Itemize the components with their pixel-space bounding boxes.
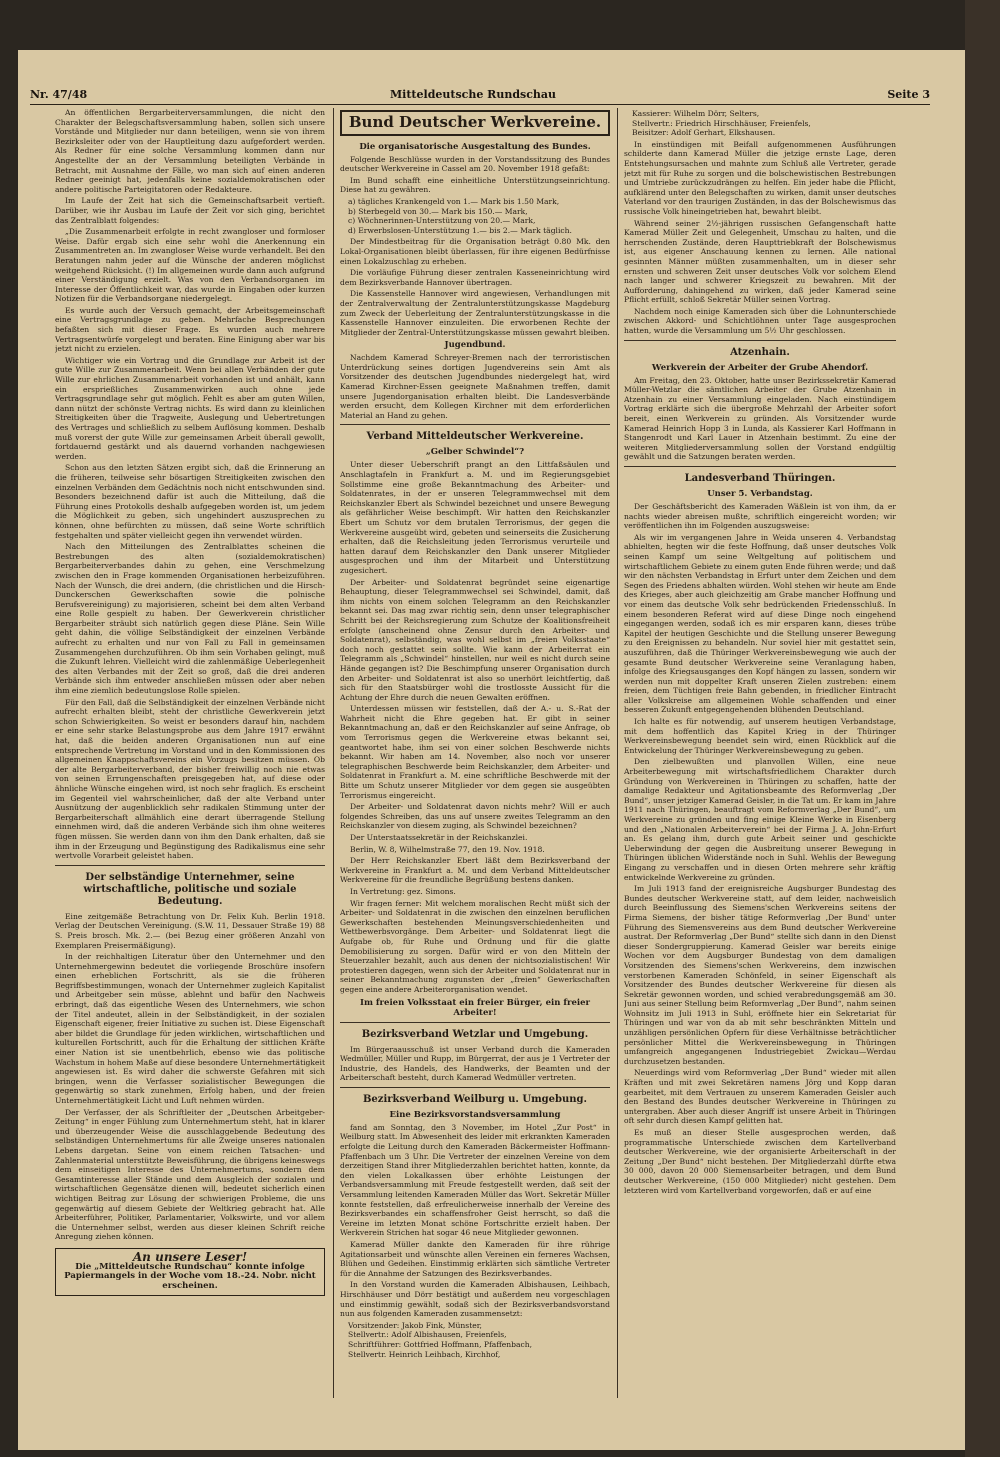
paragraph: Unter dieser Ueberschrift prangt an den Littfaßsäulen und Anschlagtafeln in Frankfurt a. M. und im Regierungsgebiet Sollstimme eine große Bekanntmachung des Arbeiter- und Soldatenrates, in der er unseren Telegrammwechsel mit dem Reichskanzler Ebert als Schwindel bezeichnet und unsere Bewegung als gefährlicher Weise beschimpft. Wir hatten den Reichskanzler Ebert um Schutz vor dem brutalen Terrorismus, der gegen die Werkvereine ausgeübt wird, gebeten und seinerseits die Zusicherung erhalten, daß die Reichsleitung jeden Terrorismus verurteile und hatten darauf dem Reichskanzler den Dank unserer Mitglieder ausgesprochen und ihm der Mitarbeit und Unterstützung zugesichert. bbox=[340, 460, 610, 575]
paragraph: In der reichhaltigen Literatur über den Unternehmer und den Unternehmergewinn bedeutet die vorliegende Broschüre insofern einen erheblichen Fortschritt, als sie die früheren Begriffsbestimmungen, wonach der Unternehmer zugleich Kapitalist und Arbeitgeber sein müsse, ablehnt und bafür den Nachweis erbringt, daß das eigentliche Wesen des Unternehmers, wie schon der Titel andeutet, allein in der Selbständigkeit, in der sozialen Eigenschaft eigener, freier Initiative zu suchen ist. Diese Eigenschaft aber bildet die Grundlage für jeden wirklichen, wirtschaftlichen und kulturellen Fortschritt, auch für die Erhaltung der sittlichen Kräfte einer Nation ist sie unentbehrlich, ebenso wie das politische Wachstum in hohem Maße auf diese besondere Unternehmertätigkeit angewiesen ist. Es wird daher die schwerste Gefahren mit sich bringen, wenn die Verfasser sozialistischer Bewegungen die gegenwärtig so stark zunehmen, Erfolg haben, und der freien Unternehmertätigkeit Licht und Luft nehmen würden. bbox=[55, 952, 325, 1105]
section-rule bbox=[340, 1022, 610, 1023]
column-divider bbox=[333, 108, 334, 1398]
paragraph: Als wir im vergangenen Jahre in Weida unseren 4. Verbandstag abhielten, hegten wir die feste Hoffnung, daß unser deutsches Volk seinen Kampf um seine Weltgeltung auf politischem und wirtschaftlichem Gebiete zu einem guten Ende führen werde; und daß wir den nächsten Verbandstag in Erfurt unter dem Zeichen und dem Segen des Friedens abhalten würden. Wohl stehen wir heute am Ende des Krieges, aber auch gleichzeitig am Grabe mancher Hoffnung und vor einem das deutsche Volk sehr bedrückenden Friedensschluß. In einem besonderen Referat wird auf diese Dinge noch eingehend eingegangen werden, sodaß ich es mir ersparen kann, dieses trübe Kapitel der heutigen Geschichte und die Stellung unserer Bewegung zu den Ereignissen zu behandeln. Nur soviel hier mit gestattet sein, auszuführen, daß die Thüringer Werkvereinsbewegung wie auch der gesamte Bund deutscher Werkvereine seine Veranlagung haben, infolge des Kriegsausganges den Kopf hängen zu lassen, sondern wir werden nun mit doppelter Kraft unseren Zielen zustreben: einem freien, dem Tüchtigen freie Bahn gebenden, in friedlicher Eintracht aller Volkskreise am allgemeinen Wohle schaffenden und einer besseren Zukunft entgegengehenden blühenden Deutschland. bbox=[624, 532, 896, 715]
column-2 bbox=[340, 108, 610, 1398]
paragraph: Neuerdings wird vom Reformverlag „Der Bund“ wieder mit allen Kräften und mit zwei Sekretären namens Jörg und Kopp daran gearbeitet, mit dem Vertrauen zu unserem Kameraden Geisler auch den Bestand des Bundes deutscher Werkvereine in Thüringen zu untergraben. Aber auch dieser Angriff ist unsere Arbeit in Thüringen oft sehr durch diesen Kampf gelitten hat. bbox=[624, 1068, 896, 1126]
section-rule bbox=[624, 340, 896, 341]
paragraph: Wir fragen ferner: Mit welchem moralischen Recht müßt sich der Arbeiter- und Soldatenrat in die zwischen den einzelnen beruflichen Gewerkschaften bestehenden Meinungsverschiedenheiten und Wettbewerbsvorgänge. Dem Arbeiter- und Soldatenrat liegt die Aufgabe ob, für Ruhe und Ordnung und für die glatte Demobilisierung zu sorgen. Dafür wird er von den Mitteln der Steuerzahler bezahlt, auch aus denen der nichtsozialistischen! Wir protestieren dagegen, wenn sich der Arbeiter und Soldatenrat nur in seiner Bekanntmachung zugunsten der „freien“ Gewerkschaften gegen eine andere Arbeiterorganisation wendet. bbox=[340, 898, 610, 994]
letter-line: In Vertretung: gez. Simons. bbox=[350, 886, 456, 896]
article-heading: Verband Mitteldeutscher Werkvereine. bbox=[366, 431, 584, 443]
paragraph: In den Vorstand wurden die Kameraden Albishausen, Leihbach, Hirschhäuser und Dörr bestätigt und außerdem neu vorgeschlagen und einstimmig gewählt, sodaß sich der Bezirksverbandsvorstand nun aus folgenden Kameraden zusammensetzt: bbox=[340, 1280, 610, 1319]
letter-line: Der Unterstaatssekretär in der Reichskanzlei. bbox=[350, 833, 528, 842]
paragraph: Der Verfasser, der als Schriftleiter der „Deutschen Arbeitgeber-Zeitung“ in enger Fühlung zum Unternehmertum steht, hat in klarer und überzeugender Weise die ausschlaggebende Bedeutung des selbständigen Unternehmertums für alle Zweige unseres nationalen Lebens dargetan. Seine von einem reichen Tatsachen- und Zahlenmaterial unterstützte Beweisführung, die übrigens keineswegs dem einseitigen Interesse des Unternehmertums, sondern dem Gesamtinteresse aller Stände und dem Ausgleich der sozialen und wirtschaftlichen Gegensätze dienen will, bedeutet sicherlich einen wichtigen Beitrag zur Lösung der schwierigen Probleme, die uns gegenwärtig auf diesem Gebiete der Weltkrieg gebracht hat. Alle Arbeiterführer, Politiker, Parlamentarier, Volkswirte, und vor allem die Unternehmer selbst, werden aus dieser kleinen Schrift reiche Anregung ziehen können. bbox=[55, 1107, 325, 1242]
list-item: Schriftführer: Gottfried Hoffmann, Pfaffenbach, bbox=[348, 1339, 533, 1349]
paragraph: Es muß an dieser Stelle ausgesprochen werden, daß programmatische Unterschiede zwischen dem Kartellverband deutscher Werkvereine, wie der organisierte Arbeiterschaft in der Zeitung „Der Bund“ nicht bestehen. Der Mitgliederzahl dürfte etwa 30 000, davon 20 000 Siemensarbeiter betragen, und dem Bund deutscher Werkvereine, (150 000 Mitglieder) nicht gestehen. Dem letzteren wird vom Kartellverband vorgeworfen, daß er auf eine bbox=[624, 1128, 896, 1195]
paragraph: Es wurde auch der Versuch gemacht, der Arbeitsgemeinschaft eine Vertragsgrundlage zu geben. Mehrfache Besprechungen befaßten sich mit dieser Frage. Es wurden auch mehrere Vertragsentwürfe vorgelegt und beraten. Eine Einigung aber war bis jetzt nicht zu erzielen. bbox=[55, 305, 325, 354]
section-title-box: Bund Deutscher Werkvereine. bbox=[340, 110, 610, 136]
member-list bbox=[632, 109, 896, 138]
column-1 bbox=[55, 108, 325, 1398]
scan-top-border bbox=[0, 0, 1000, 50]
section-rule bbox=[340, 424, 610, 425]
paragraph: Für den Fall, daß die Selbständigkeit der einzelnen Verbände nicht aufrecht erhalten bleibt, steht der christliche Gewerkverein jetzt schon Schwierigkeiten. So weist er besonders darauf hin, nachdem er eine sehr starke Belastungsprobe aus dem Jahre 1917 erwähnt hat, daß die beiden anderen Organisationen nun auf eine entsprechende Vertretung im Vorstand und in den Kommissionen des allgemeinen Knappschaftsvereins ein Vorzugs besitzen müssen. Ob der alte Bergarbeiterverband, der bisher freiwillig noch nie etwas von seinen Errungenschaften preisgegeben hat, auf diese oder ähnliche Wünsche eingehen wird, ist noch sehr fraglich. Es erscheint im Gegenteil viel wahrscheinlicher, daß der alte Verband unter Ausnützung der augenblicklich sehr radikalen Stimmung unter der Bergarbeiterschaft allmählich eine derart überragende Stellung einnehmen wird, daß die anderen Verbände sich ihm ohne weiteres fügen müssen. Sie werden dann von ihm den Dank erhalten, daß sie ihm in der Erzeugung und Begünstigung des Radikalismus eine sehr wertvolle Vorarbeit geleistet haben. bbox=[55, 697, 325, 861]
column-3 bbox=[624, 108, 896, 1398]
paragraph: Im Juli 1913 fand der ereignisreiche Augsburger Bundestag des Bundes deutscher Werkvereine statt, auf dem leider, nachweislich durch Beeinflussung des Siemens'schen Werkvereins seitens der Firma Siemens, der bisher tätige Reformverlag ,Der Bund' unter Führung des Siemensvereins aus dem Bund deutscher Werkvereine austrat. Der Reformverlag „Der Bund“ stellte sich dann in den Dienst dieser Sondergruppierung. Kamerad Geisler war bereits einige Wochen vor dem Augsburger Bundestag von dem damaligen Vorsitzenden des Siemens'schen Werkvereins, dem inzwischen verstorbenen Kameraden Schönfeld, in seiner Eigenschaft als Vorsitzender des Bundes deutscher Werkvereine für diesen als Sekretär gewonnen worden, und schied verabredungsgemäß am 30. Juni aus seiner Stellung beim Reformverlag „Der Bund“, nahm seinen Wohnsitz im Juli 1913 in Suhl, eröffnete hier ein Sekretariat für Thüringen und war von da ab mit sehr beschränkten Mitteln und unzähligen persönlichen Opfern für diese Verhältnisse beträchtlicher persönlicher Mittel die Werkvereinsbewegung in Thüringen umfangreich angegangenen Industriegebiet Zwickau—Werdau durchzusetzen bestanden. bbox=[624, 884, 896, 1066]
benefit-list bbox=[348, 197, 610, 235]
paragraph: Kamerad Müller dankte den Kameraden für ihre rührige Agitationsarbeit und wünschte allen Vereinen ein ferneres Wachsen, Blühen und Gedeihen. Einstimmig erklärten sich sämtliche Vertreter für die Annahme der Satzungen des Bezirksverbandes. bbox=[340, 1240, 610, 1278]
section-rule bbox=[55, 865, 325, 866]
paragraph: Schon aus den letzten Sätzen ergibt sich, daß die Erinnerung an die früheren, teilweise sehr bösartigen Streitigkeiten zwischen den einzelnen Verbänden dem Gedächtnis noch nicht entschwunden sind. Besonders bezeichnend dafür ist auch die Mitteilung, daß die Führung eines Protokolls deshalb aufgegeben worden ist, um jedem die Möglichkeit zu geben, sich ungehindert auszusprechen zu können, ohne befürchten zu müssen, daß seine Worte schriftlich festgehalten und später vielleicht gegen ihn verwendet würden. bbox=[55, 463, 325, 540]
paragraph: Die Kassenstelle Hannover wird angewiesen, Verhandlungen mit der Zentralverwaltung der Zentralunterstützungskasse Magdeburg zum Zweck der Ueberleitung der Zentralunterstützungskasse in die Kassenstelle Hannover einzuleiten. Die erworbenen Rechte der Mitglieder der Zentral-Unterstützungskasse müssen gewahrt bleiben. bbox=[340, 289, 610, 337]
paragraph: fand am Sonntag, den 3 November, im Hotel „Zur Post“ in Weilburg statt. Im Abwesenheit des leider mit erkrankten Kameraden erfolgte die Leitung durch den Kameraden Bäckermeister Hoffmann-Pfaffenbach um 3 Uhr. Die Vertreter der einzelnen Vereine von dem derzeitigen Stand ihrer Mitgliederzahlen berichtet hatten, konnte, da den vielen Lokalkassen über erhöhte Leistungen der Verbandsversammlung mit Freude festgestellt werden, daß seit der Versammlung leitenden Kameraden Müller das Wort. Sekretär Müller konnte feststellen, daß erfreulicherweise innerhalb der Vereine des Bezirksverbandes ein schaffensfroher Geist herrscht, so daß die Vereine im letzten Monat schöne Fortschritte erzielt haben. Der Werkverein Strichen hat sogar 46 neue Mitglieder gewonnen. bbox=[340, 1122, 610, 1238]
page-header bbox=[30, 88, 930, 104]
paragraph: Wichtiger wie ein Vortrag und die Grundlage zur Arbeit ist der gute Wille zur Zusammenarbeit. Wenn bei allen Verbänden der gute Wille zur ehrlichen Zusammenarbeit vorhanden ist und anhält, kann ein ersprießliches Zusammenwirken auch ohne jede Vertragsgrundlage sehr gut möglich. Fehlt es aber am guten Willen, dann nützt der schönste Vertrag nichts. Es wird dann zu kleinlichen Streitigkeiten über die Tragweite, Auslegung und Uebertretungen des Vertrages und schließlich zu selbem Auflösung kommen. Deshalb muß vorerst der gute Wille zur gemeinsamen Arbeit überall gewollt, fortdauernd gestärkt und als dauernd vorhanden nachgewiesen werden. bbox=[55, 355, 325, 461]
page-number: Seite 3 bbox=[887, 88, 930, 101]
list-item: a) tägliches Krankengeld von 1.— Mark bis 1.50 Mark, bbox=[348, 196, 560, 206]
masthead: Mitteldeutsche Rundschau bbox=[390, 88, 557, 101]
reader-notice-box bbox=[55, 1248, 325, 1296]
article-heading: Atzenhain. bbox=[730, 346, 790, 358]
section-rule bbox=[340, 1087, 610, 1088]
issue-number: Nr. 47/48 bbox=[30, 88, 88, 101]
header-rule bbox=[30, 104, 930, 105]
paragraph: Der Geschäftsbericht des Kameraden Wäßlein ist von ihm, da er nachts wieder abreisen mußte, schriftlich eingereicht worden; wir veröffentlichen ihn im Folgenden auszugsweise: bbox=[624, 502, 896, 531]
list-item: b) Sterbegeld von 30.— Mark bis 150.— Mark, bbox=[348, 206, 528, 216]
paragraph: Den zielbewußten und planvollen Willen, eine neue Arbeiterbewegung mit wirtschaftsfriedlichem Charakter durch Gründung von Werkvereinen in Thüringen zu schaffen, hatte der damalige Redakteur und Agitationsbeamte des Reformverlag „Der Bund“, unser jetziger Kamerad Geisler, in die Tat um. Er kam im Jahre 1911 nach Thüringen, beauftragt vom Reformverlag „Der Bund“, um Werkvereine zu gründen und fing einige Kleine Werke in Eisenberg und den „Nationalen Arbeiterverein“ bei der Firma J. A. John-Erfurt an. Es gelang ihm, durch gute Arbeit seiner und geschickte Ueberwindung der gegen die Ausbreitung unserer Bewegung in Thüringen üblichen Widerstände noch in Suhl. Wehlis der Bewegung Eingang zu verschaffen und in diesen Orten mehrere sehr kräftig entwickelnde Werkvereine zu gründen. bbox=[624, 757, 896, 882]
slogan: Im freien Volksstaat ein freier Bürger, ein freier Arbeiter! bbox=[359, 997, 591, 1018]
article-heading: Landesverband Thüringen. bbox=[684, 473, 836, 484]
letter-line: Der Herr Reichskanzler Ebert läßt dem Bezirksverband der Werkvereine in Frankfurt a. M. und dem Verband Mitteldeutscher Werkvereine für die freundliche Begrüßung bestens danken. bbox=[340, 856, 610, 885]
section-rule bbox=[624, 466, 896, 467]
article-subheading: Werkverein der Arbeiter der Grube Ahendorf. bbox=[651, 362, 869, 373]
article-subheading: „Gelber Schwindel“? bbox=[425, 447, 525, 458]
list-item: Stellvertr. Heinrich Leihbach, Kirchhof, bbox=[348, 1349, 501, 1359]
paragraph: Der Mindestbeitrag für die Organisation beträgt 0.80 Mk. den Lokal-Organisationen bleibt überlassen, für ihre eigenen Bedürfnisse einen Lokalzuschlag zu erheben. bbox=[340, 237, 610, 266]
list-item: Stellvertr.: Friedrich Hirschhäuser, Freienfels, bbox=[632, 118, 811, 128]
article-heading: Bezirksverband Wetzlar und Umgebung. bbox=[361, 1028, 589, 1040]
paragraph: Ich halte es für notwendig, auf unserem heutigen Verbandstage, mit dem hoffentlich das Kapitel Krieg in der Thüringer Werkvereinsbewegung beendet sein wird, einen Rückblick auf die Entwickelung der Thüringer Werkvereinsbewegung zu geben. bbox=[624, 717, 896, 755]
list-item: Vorsitzender: Jakob Fink, Münster, bbox=[348, 1320, 482, 1330]
letter-line: Berlin, W. 8, Wilhelmstraße 77, den 19. Nov. 1918. bbox=[350, 844, 545, 854]
paragraph: Der Arbeiter- und Soldatenrat begründet seine eigenartige Behauptung, dieser Telegrammwechsel sei Schwindel, damit, daß ihm nichts von einem solchen Telegramm an den Reichskanzler bekannt sei. Das mag zwar richtig sein, denn unser telegraphischer Schritt bei der Reichsregierung zum Schutze der Koalitionsfreiheit erfolgte (anscheinend ohne Zensur durch den Arbeiter- und Soldatenrat), selbständig, was wohl selbst im „freien Volksstaate“ doch noch gestattet sein sollte. Wie kann der Arbeiterrat ein Telegramm als „Schwindel“ hinstellen, nur weil es nicht durch seine Hände gegangen ist? Die Beschimpfung unserer Organisation durch den Arbeiter- und Soldatenrat ist also so unerhört leichtfertig, daß sich für den Staatsbürger wohl die trostlosste Aussicht für die Achtung der Ehre durch die neuen Gewalten eröffnen. bbox=[340, 577, 610, 702]
paragraph: Der Arbeiter- und Soldatenrat davon nichts mehr? Will er auch folgendes Schreiben, das uns auf unsere zweites Telegramm an den Reichskanzler von diesem zuging, als Schwindel bezeichnen? bbox=[340, 802, 610, 831]
book-review-heading: Der selbständige Unternehmer, seine wirtschaftliche, politische und soziale Bedeutung. bbox=[83, 871, 297, 907]
member-list bbox=[348, 1321, 610, 1359]
paragraph: „Die Zusammenarbeit erfolgte in recht zwangloser und formloser Weise. Dafür ergab sich eine sehr wohl die Anerkennung ein Zusammentreten an. Im zwangloser Weise wurde verhandelt. Bei den Beratungen nahm jeder auf die Wünsche der anderen möglichst weitgehend Rücksicht. (!) Im allgemeinen wurde dann auch aufgrund einer Verständigung erzielt. Was von den Verbandsorganen im Interesse der Öffentlichkeit war, das wurde in Eingaben oder kurzen Notizen für die Verbandsorgane niedergelegt. bbox=[55, 227, 325, 304]
list-item: Stellvertr.: Adolf Albishausen, Freienfels, bbox=[348, 1330, 507, 1340]
paragraph: Eine zeitgemäße Betrachtung von Dr. Felix Kuh. Berlin 1918. Verlag der Deutschen Vereinigung. (S.W. 11, Dessauer Straße 19) 88 S. Preis brosch. Mk. 2.— (bei Bezug einer größeren Anzahl von Exemplaren Preisermäßigung). bbox=[55, 911, 325, 950]
paragraph: Im Bürgeraausschuß ist unser Verband durch die Kameraden Wedmüller, Müller und Rupp, im Bürgerrat, der aus je 1 Vertreter der Industrie, des Handels, des Handwerks, der Beamten und der Arbeiterschaft besteht, durch Kamerad Wedmüller vertreten. bbox=[340, 1044, 610, 1083]
paragraph: Während seiner 2½-jährigen russischen Gefangenschaft hatte Kamerad Müller Zeit und Gelegenheit, Umschau zu halten, und die herrschenden Zustände, deren Haupttriebkraft der Bolschewismus ist, aus eigener Anschauung kennen zu lernen. Alle national gesinnten Männer müßten zusammenhalten, um in dieser sehr ernsten und schweren Zeit unser deutsches Volk vor solchem Elend nach langer und schwerer Kriegszeit zu bewahren. Mit der Aufforderung, dahingehend zu wirken, daß jeder Kamerad seine Pflicht erfüllt, schloß Sekretär Müller seinen Vortrag. bbox=[624, 218, 896, 305]
paragraph: Im Laufe der Zeit hat sich die Gemeinschaftsarbeit vertieft. Darüber, wie ihr Ausbau im Laufe der Zeit vor sich ging, berichtet das Zentralblatt folgendes: bbox=[55, 196, 325, 225]
notice-body: Die „Mitteldeutsche Rundschau“ konnte infolge Papiermangels in der Woche vom 18.-24. Nobr. nicht erscheinen. bbox=[64, 1261, 316, 1291]
notice-title: An unsere Leser! bbox=[132, 1249, 248, 1264]
article-subheading: Unser 5. Verbandstag. bbox=[707, 489, 813, 499]
paragraph: An öffentlichen Bergarbeiterversammlungen, die nicht den Charakter der Belegschaftsversammlung haben, sollen sich unsere Vorstände und Mitglieder nur dann beteiligen, wenn sie von ihrem Bezirksleiter oder von der Hauptleitung dazu aufgefordert werden. Als Redner für eine solche Versammlung kommen dann nur Angestellte der an der Versammlung beteiligten Verbände in Betracht, mit Ausnahme der Fälle, wo man sich auf einen anderen Redner geeinigt hat, jedenfalls keine sozialdemokratischen oder andere politische Parteigitatoren oder Redakteure. bbox=[55, 108, 325, 194]
scan-right-border bbox=[965, 0, 1000, 1457]
paragraph: Die vorläufige Führung dieser zentralen Kasseneinrichtung wird dem Bezirksverbande Hannover übertragen. bbox=[340, 268, 610, 287]
list-item: Kassierer: Wilhelm Dörr, Selters, bbox=[632, 109, 760, 118]
paragraph: In einstündigen mit Beifall aufgenommenen Ausführungen schilderte dann Kamerad Müller die jetzige ernste Lage, deren Entstehungsursachen und mahnte zum Schluß alle Vertreter, gerade jetzt mit für Ruhe zu sorgen und die bolschewistischen Bestrebungen und Umtriebe zurückzudrängen zu helfen. Ein jeder habe die Pflicht, aufklärend unter den Belegschaften zu wirken, damit unser deutsches Vaterland vor den traurigen Zuständen, in das der Bolschewismus das russische Volk hineingetrieben hat, bewahrt bleibt. bbox=[624, 139, 896, 216]
article-subheading: Eine Bezirksvorstandsversammlung bbox=[389, 1109, 561, 1120]
paragraph: Unterdessen müssen wir feststellen, daß der A.- u. S.-Rat der Wahrheit nicht die Ehre gegeben hat. Er gibt in seiner Bekanntmachung an, daß er den Reichskanzler auf seine Anfrage, ob vom Terrorismus gegen die Werkvereine etwas bekannt sei, geantwortet habe, ihm sei von einer solchen Beschwerde nichts bekannt. Wir haben am 14. November, also noch vor unserer telegraphischen Beschwerde beim Reichskanzler, dem Arbeiter- und Soldatenrat in Frankfurt a. M. eine schriftliche Beschwerde mit der Bitte um Schutz unserer Mitglieder vor dem gegen sie ausgeübten Terrorismus eingereicht. bbox=[340, 704, 610, 800]
paragraph: Im Bund schafft eine einheitliche Unterstützungseinrichtung. Diese hat zu gewähren. bbox=[340, 175, 610, 195]
paragraph: Folgende Beschlüsse wurden in der Vorstandssitzung des Bundes deutscher Werkvereine in Cassel am 20. November 1918 gefaßt: bbox=[340, 154, 610, 174]
list-item: Beisitzer: Adolf Gerhart, Elkshausen. bbox=[632, 128, 776, 138]
paragraph: Nachdem noch einige Kameraden sich über die Lohnunterschiede zwischen Akkord- und Schichtlöhnen unter Tage ausgesprochen hatten, wurde die Versammlung um 5½ Uhr geschlossen. bbox=[624, 306, 896, 336]
paragraph: Nachdem Kamerad Schreyer-Bremen nach der terroristischen Unterdrückung seines dortigen Jugendvereins sein Amt als Vorsitzender des deutschen Jugendbundes niedergelegt hat, wird Kamerad Kirchner-Essen geeignete Maßnahmen treffen, damit unsere Jugendorganisation erhalten bleibt. Die Landesverbände werden ersucht, dem Kollegen Kirchner mit dem erforderlichen Material an Hand zu gehen. bbox=[340, 353, 610, 420]
paragraph: Am Freitag, den 23. Oktober, hatte unser Bezirkssekretär Kamerad Müller-Wetzlar die sämtlichen Arbeiter der Grube Atzenhain in Atzenhain zu einer Versammlung eingeladen. Nach einstündigem Vortrag erklärte sich die übergroße Mehrzahl der Arbeiter sofort bereit, einen Werkverein zu gründen. Als Vorsitzender wurde Kamerad Heinrich Hopp 3 in Lunda, als Kassierer Karl Hoffmann in Stangenrodt und Karl Lauer in Atzenhain bestimmt. Zu eine der weiteren Mitgliederversammlung sollen der Vorstand endgültig gewählt und die Satzungen beraten werden. bbox=[624, 375, 896, 462]
article-heading: Die organisatorische Ausgestaltung des Bundes. bbox=[359, 141, 591, 152]
list-item: d) Erwerbslosen-Unterstützung 1.— bis 2.— Mark täglich. bbox=[348, 225, 572, 235]
paragraph: Nach den Mitteilungen des Zentralblattes scheinen die Bestrebungen des alten (sozialdemokratischen) Bergarbeiterverbandes dahin zu gehen, eine Verschmelzung zwischen den in Frage kommenden Organisationen herbeizuführen. Nach der Wunsch, die drei andern, (die christlichen und die Hirsch-Dunckerschen Gewerkschaften sowie die polnische Berufsvereinigung) zu majorisieren, scheint bei dem alten Verband eine Rolle gespielt zu haben. Der Gewerkverein christlicher Bergarbeiter sträubt sich natürlich gegen diese Pläne. Sein Wille geht dahin, die völlige Selbständigkeit der einzelnen Verbände aufrecht zu erhalten und nur von Fall zu Fall in gemeinsamen Zusammengehen durchzuführen. Ob ihm sein Vorhaben gelingt, muß die Zukunft lehren. Vielleicht wird die zahlenmäßige Ueberlegenheit des alten Verbandes mit der Zeit so groß, daß die drei anderen Verbände sich ihm entweder anschließen müssen oder aber neben ihm eine ziemlich bedeutungslose Rolle spielen. bbox=[55, 542, 325, 696]
article-heading: Bezirksverband Weilburg u. Umgebung. bbox=[362, 1093, 588, 1105]
list-item: c) Wöchnerinnen-Unterstützung von 20.— Mark, bbox=[348, 216, 536, 226]
column-divider bbox=[617, 108, 618, 1398]
subheading: Jugendbund. bbox=[444, 340, 506, 351]
